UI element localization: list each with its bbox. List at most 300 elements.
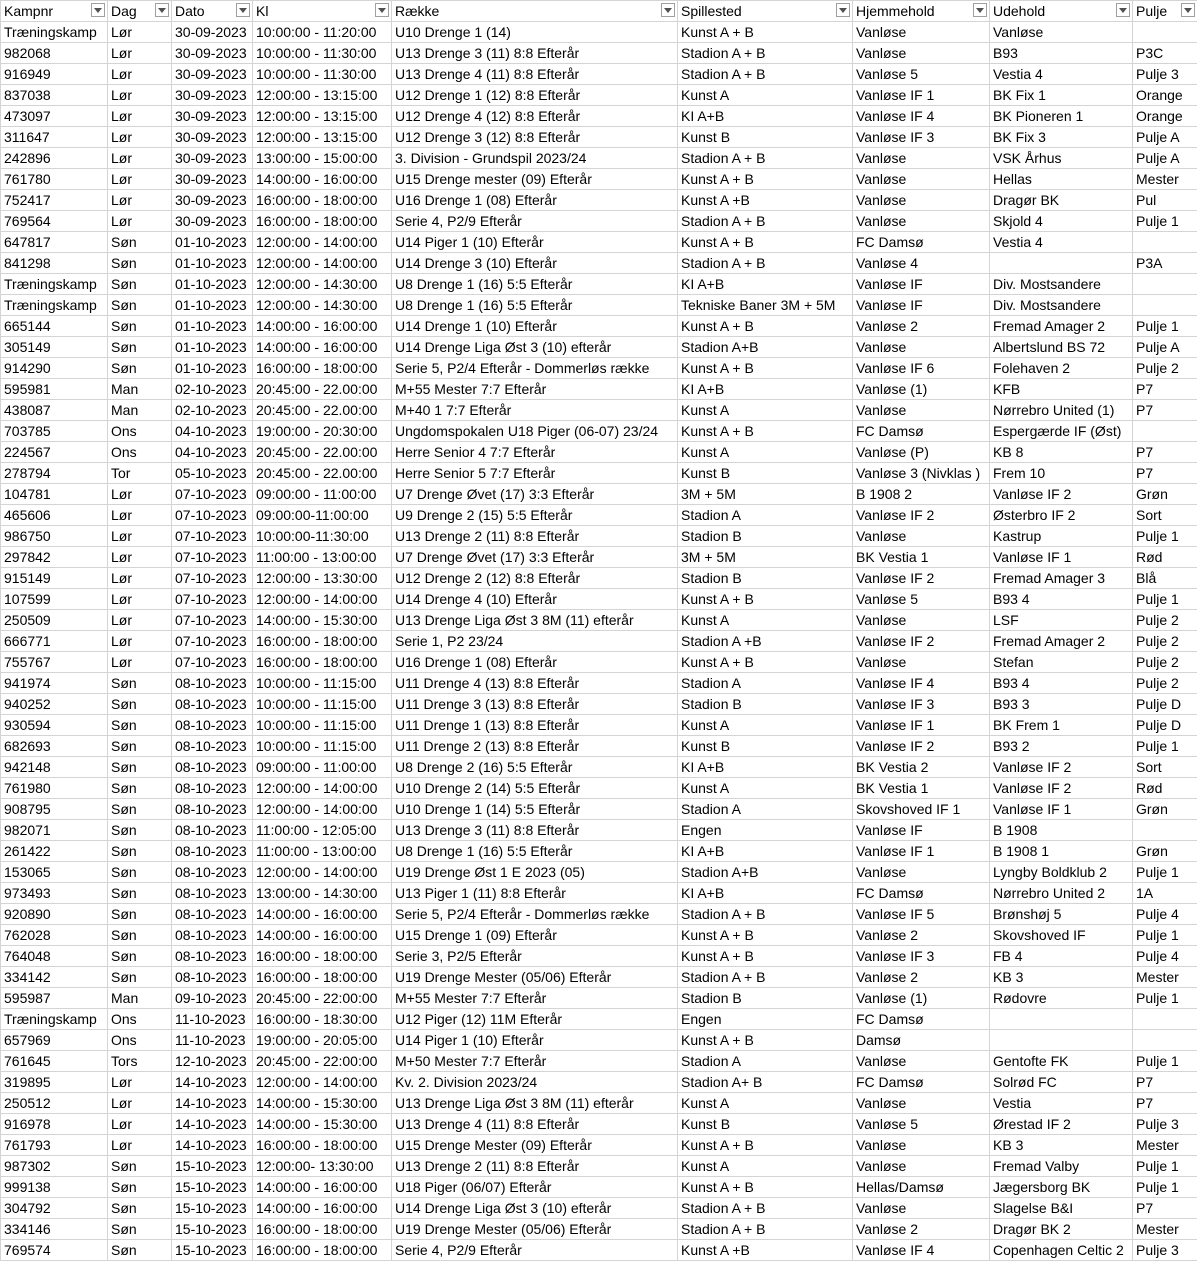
cell-spillested[interactable]: Kunst A + B [678, 589, 853, 610]
cell-spillested[interactable]: Kunst A [678, 715, 853, 736]
cell-kl[interactable]: 12:00:00- 13:30:00 [253, 1156, 392, 1177]
cell-dag[interactable]: Lør [108, 589, 172, 610]
cell-pulje[interactable]: P3A [1133, 253, 1197, 274]
cell-kl[interactable]: 20:45:00 - 22.00:00 [253, 400, 392, 421]
cell-spillested[interactable]: Kunst B [678, 127, 853, 148]
cell-udehold[interactable]: Vestia 4 [990, 232, 1133, 253]
cell-kampnr[interactable]: 682693 [1, 736, 108, 757]
cell-raekke[interactable]: U16 Drenge 1 (08) Efterår [392, 652, 678, 673]
cell-kl[interactable]: 12:00:00 - 13:15:00 [253, 127, 392, 148]
cell-dato[interactable]: 14-10-2023 [172, 1093, 253, 1114]
cell-kampnr[interactable]: 297842 [1, 547, 108, 568]
cell-dag[interactable]: Lør [108, 106, 172, 127]
cell-hjemmehold[interactable]: Vanløse IF 1 [853, 85, 990, 106]
cell-dato[interactable]: 08-10-2023 [172, 946, 253, 967]
cell-dato[interactable]: 30-09-2023 [172, 22, 253, 43]
cell-hjemmehold[interactable]: BK Vestia 2 [853, 757, 990, 778]
cell-dag[interactable]: Lør [108, 169, 172, 190]
cell-spillested[interactable]: Kunst A + B [678, 421, 853, 442]
cell-dato[interactable]: 01-10-2023 [172, 253, 253, 274]
cell-raekke[interactable]: U11 Drenge 4 (13) 8:8 Efterår [392, 673, 678, 694]
cell-pulje[interactable]: Pulje 1 [1133, 526, 1197, 547]
cell-pulje[interactable]: Pulje 2 [1133, 652, 1197, 673]
cell-udehold[interactable]: Nørrebro United 2 [990, 883, 1133, 904]
cell-pulje[interactable]: P7 [1133, 442, 1197, 463]
cell-kl[interactable]: 09:00:00-11:00:00 [253, 505, 392, 526]
cell-dato[interactable]: 30-09-2023 [172, 106, 253, 127]
cell-hjemmehold[interactable]: Vanløse [853, 526, 990, 547]
cell-kampnr[interactable]: 647817 [1, 232, 108, 253]
cell-hjemmehold[interactable]: Vanløse 5 [853, 64, 990, 85]
cell-kampnr[interactable]: 224567 [1, 442, 108, 463]
cell-kl[interactable]: 16:00:00 - 18:00:00 [253, 1240, 392, 1261]
cell-kl[interactable]: 16:00:00 - 18:00:00 [253, 631, 392, 652]
cell-kampnr[interactable]: 761980 [1, 778, 108, 799]
cell-dag[interactable]: Lør [108, 64, 172, 85]
cell-kampnr[interactable]: 769574 [1, 1240, 108, 1261]
cell-pulje[interactable]: Sort [1133, 505, 1197, 526]
cell-spillested[interactable]: Kunst A + B [678, 22, 853, 43]
cell-raekke[interactable]: U13 Drenge 3 (11) 8:8 Efterår [392, 43, 678, 64]
cell-dag[interactable]: Lør [108, 505, 172, 526]
cell-pulje[interactable]: Mester [1133, 1219, 1197, 1240]
cell-dag[interactable]: Søn [108, 694, 172, 715]
cell-dag[interactable]: Søn [108, 820, 172, 841]
cell-dato[interactable]: 02-10-2023 [172, 400, 253, 421]
cell-dato[interactable]: 15-10-2023 [172, 1240, 253, 1261]
cell-kampnr[interactable]: 987302 [1, 1156, 108, 1177]
cell-hjemmehold[interactable]: Vanløse IF 4 [853, 106, 990, 127]
cell-kampnr[interactable]: Træningskamp [1, 295, 108, 316]
cell-dato[interactable]: 04-10-2023 [172, 421, 253, 442]
cell-kl[interactable]: 10:00:00 - 11:15:00 [253, 715, 392, 736]
cell-udehold[interactable]: BK Frem 1 [990, 715, 1133, 736]
cell-raekke[interactable]: U9 Drenge 2 (15) 5:5 Efterår [392, 505, 678, 526]
cell-raekke[interactable]: U8 Drenge 1 (16) 5:5 Efterår [392, 274, 678, 295]
cell-dag[interactable]: Søn [108, 253, 172, 274]
cell-kl[interactable]: 20:45:00 - 22.00:00 [253, 379, 392, 400]
cell-dag[interactable]: Lør [108, 43, 172, 64]
cell-dag[interactable]: Søn [108, 1156, 172, 1177]
cell-dato[interactable]: 30-09-2023 [172, 64, 253, 85]
cell-udehold[interactable]: Copenhagen Celtic 2 [990, 1240, 1133, 1261]
cell-kampnr[interactable]: 920890 [1, 904, 108, 925]
cell-dag[interactable]: Søn [108, 925, 172, 946]
cell-pulje[interactable]: Pulje 4 [1133, 946, 1197, 967]
cell-kampnr[interactable]: 657969 [1, 1030, 108, 1051]
cell-raekke[interactable]: U19 Drenge Mester (05/06) Efterår [392, 967, 678, 988]
cell-hjemmehold[interactable]: Vanløse 3 (Nivklas ) [853, 463, 990, 484]
cell-udehold[interactable]: B 1908 1 [990, 841, 1133, 862]
cell-pulje[interactable] [1133, 820, 1197, 841]
cell-raekke[interactable]: U12 Drenge 4 (12) 8:8 Efterår [392, 106, 678, 127]
cell-udehold[interactable]: Ørestad IF 2 [990, 1114, 1133, 1135]
cell-dag[interactable]: Lør [108, 148, 172, 169]
cell-kl[interactable]: 16:00:00 - 18:30:00 [253, 1009, 392, 1030]
cell-spillested[interactable]: Kunst B [678, 463, 853, 484]
cell-spillested[interactable]: Stadion B [678, 568, 853, 589]
cell-pulje[interactable] [1133, 274, 1197, 295]
cell-spillested[interactable]: Stadion A + B [678, 1219, 853, 1240]
cell-dato[interactable]: 08-10-2023 [172, 862, 253, 883]
cell-udehold[interactable]: BK Pioneren 1 [990, 106, 1133, 127]
cell-raekke[interactable]: U13 Drenge 2 (11) 8:8 Efterår [392, 1156, 678, 1177]
cell-pulje[interactable]: Pulje D [1133, 715, 1197, 736]
cell-spillested[interactable]: Kunst A [678, 1093, 853, 1114]
cell-spillested[interactable]: Kunst A [678, 85, 853, 106]
cell-raekke[interactable]: U19 Drenge Mester (05/06) Efterår [392, 1219, 678, 1240]
cell-kampnr[interactable]: 986750 [1, 526, 108, 547]
cell-kl[interactable]: 12:00:00 - 14:30:00 [253, 274, 392, 295]
cell-dato[interactable]: 12-10-2023 [172, 1051, 253, 1072]
cell-spillested[interactable]: Kunst A + B [678, 358, 853, 379]
cell-udehold[interactable]: B93 2 [990, 736, 1133, 757]
cell-dato[interactable]: 02-10-2023 [172, 379, 253, 400]
cell-raekke[interactable]: Ungdomspokalen U18 Piger (06-07) 23/24 [392, 421, 678, 442]
cell-dato[interactable]: 07-10-2023 [172, 631, 253, 652]
cell-pulje[interactable]: Pulje A [1133, 337, 1197, 358]
cell-pulje[interactable]: Pulje 1 [1133, 1156, 1197, 1177]
cell-kampnr[interactable]: 666771 [1, 631, 108, 652]
cell-hjemmehold[interactable]: B 1908 2 [853, 484, 990, 505]
cell-pulje[interactable]: Grøn [1133, 799, 1197, 820]
cell-spillested[interactable]: Kunst A +B [678, 1240, 853, 1261]
cell-dag[interactable]: Lør [108, 1114, 172, 1135]
cell-kampnr[interactable]: 915149 [1, 568, 108, 589]
cell-kampnr[interactable]: 761780 [1, 169, 108, 190]
cell-spillested[interactable]: Kunst A + B [678, 1135, 853, 1156]
cell-spillested[interactable]: Kunst A + B [678, 652, 853, 673]
cell-hjemmehold[interactable]: Vanløse IF [853, 274, 990, 295]
cell-dag[interactable]: Søn [108, 1198, 172, 1219]
cell-hjemmehold[interactable]: Vanløse [853, 610, 990, 631]
cell-dag[interactable]: Lør [108, 211, 172, 232]
cell-hjemmehold[interactable]: Vanløse IF 6 [853, 358, 990, 379]
cell-spillested[interactable]: Kunst A [678, 442, 853, 463]
cell-raekke[interactable]: U12 Drenge 3 (12) 8:8 Efterår [392, 127, 678, 148]
cell-pulje[interactable] [1133, 232, 1197, 253]
cell-spillested[interactable]: Kunst A [678, 1156, 853, 1177]
cell-hjemmehold[interactable]: Vanløse IF 4 [853, 673, 990, 694]
cell-dag[interactable]: Søn [108, 337, 172, 358]
cell-kampnr[interactable]: 311647 [1, 127, 108, 148]
filter-dropdown-button[interactable] [155, 3, 169, 17]
cell-udehold[interactable]: BK Fix 3 [990, 127, 1133, 148]
cell-dato[interactable]: 30-09-2023 [172, 148, 253, 169]
cell-kl[interactable]: 16:00:00 - 18:00:00 [253, 652, 392, 673]
cell-kampnr[interactable]: 982068 [1, 43, 108, 64]
cell-kl[interactable]: 19:00:00 - 20:30:00 [253, 421, 392, 442]
cell-pulje[interactable]: P7 [1133, 400, 1197, 421]
cell-dato[interactable]: 15-10-2023 [172, 1219, 253, 1240]
cell-dato[interactable]: 30-09-2023 [172, 169, 253, 190]
cell-dag[interactable]: Søn [108, 295, 172, 316]
cell-raekke[interactable]: U10 Drenge 1 (14) 5:5 Efterår [392, 799, 678, 820]
cell-dato[interactable]: 07-10-2023 [172, 526, 253, 547]
cell-udehold[interactable]: Slagelse B&I [990, 1198, 1133, 1219]
cell-dag[interactable]: Lør [108, 85, 172, 106]
cell-udehold[interactable]: B93 3 [990, 694, 1133, 715]
cell-udehold[interactable]: Østerbro IF 2 [990, 505, 1133, 526]
cell-dato[interactable]: 30-09-2023 [172, 43, 253, 64]
cell-spillested[interactable]: Kunst A + B [678, 925, 853, 946]
cell-kl[interactable]: 19:00:00 - 20:05:00 [253, 1030, 392, 1051]
cell-dag[interactable]: Søn [108, 673, 172, 694]
cell-udehold[interactable]: Skovshoved IF [990, 925, 1133, 946]
cell-pulje[interactable]: Orange [1133, 106, 1197, 127]
cell-dag[interactable]: Man [108, 400, 172, 421]
cell-dag[interactable]: Søn [108, 967, 172, 988]
cell-raekke[interactable]: U11 Drenge 2 (13) 8:8 Efterår [392, 736, 678, 757]
cell-udehold[interactable]: Solrød FC [990, 1072, 1133, 1093]
cell-dato[interactable]: 07-10-2023 [172, 547, 253, 568]
cell-raekke[interactable]: U14 Piger 1 (10) Efterår [392, 1030, 678, 1051]
cell-kl[interactable]: 14:00:00 - 16:00:00 [253, 316, 392, 337]
cell-hjemmehold[interactable]: Vanløse 5 [853, 1114, 990, 1135]
cell-pulje[interactable]: Pulje 3 [1133, 64, 1197, 85]
cell-dag[interactable]: Lør [108, 1093, 172, 1114]
cell-kl[interactable]: 20:45:00 - 22.00:00 [253, 463, 392, 484]
cell-pulje[interactable]: P7 [1133, 1198, 1197, 1219]
cell-kampnr[interactable]: 250512 [1, 1093, 108, 1114]
cell-udehold[interactable]: Stefan [990, 652, 1133, 673]
cell-hjemmehold[interactable]: Vanløse [853, 1156, 990, 1177]
cell-hjemmehold[interactable]: Vanløse [853, 400, 990, 421]
cell-raekke[interactable]: U7 Drenge Øvet (17) 3:3 Efterår [392, 484, 678, 505]
cell-udehold[interactable]: Rødovre [990, 988, 1133, 1009]
cell-dag[interactable]: Tors [108, 1051, 172, 1072]
cell-kl[interactable]: 14:00:00 - 16:00:00 [253, 169, 392, 190]
cell-kl[interactable]: 10:00:00-11:30:00 [253, 526, 392, 547]
cell-raekke[interactable]: M+50 Mester 7:7 Efterår [392, 1051, 678, 1072]
cell-dato[interactable]: 15-10-2023 [172, 1177, 253, 1198]
cell-kampnr[interactable]: Træningskamp [1, 1009, 108, 1030]
cell-spillested[interactable]: Stadion A + B [678, 1198, 853, 1219]
cell-spillested[interactable]: Stadion A + B [678, 904, 853, 925]
cell-dato[interactable]: 08-10-2023 [172, 757, 253, 778]
cell-kampnr[interactable]: 153065 [1, 862, 108, 883]
cell-dato[interactable]: 08-10-2023 [172, 841, 253, 862]
cell-hjemmehold[interactable]: Vanløse [853, 652, 990, 673]
cell-kampnr[interactable]: 761793 [1, 1135, 108, 1156]
cell-dag[interactable]: Lør [108, 1135, 172, 1156]
cell-dato[interactable]: 08-10-2023 [172, 673, 253, 694]
cell-raekke[interactable]: U19 Drenge Øst 1 E 2023 (05) [392, 862, 678, 883]
cell-hjemmehold[interactable]: Vanløse (P) [853, 442, 990, 463]
cell-spillested[interactable]: Stadion A + B [678, 64, 853, 85]
cell-hjemmehold[interactable]: Vanløse [853, 1051, 990, 1072]
cell-kampnr[interactable]: 999138 [1, 1177, 108, 1198]
cell-pulje[interactable]: Pulje 3 [1133, 1114, 1197, 1135]
cell-hjemmehold[interactable]: Vanløse [853, 862, 990, 883]
cell-kampnr[interactable]: 942148 [1, 757, 108, 778]
cell-udehold[interactable]: FB 4 [990, 946, 1133, 967]
cell-dato[interactable]: 30-09-2023 [172, 127, 253, 148]
cell-udehold[interactable]: KFB [990, 379, 1133, 400]
filter-dropdown-button[interactable] [1116, 3, 1130, 17]
cell-raekke[interactable]: U14 Drenge Liga Øst 3 (10) efterår [392, 337, 678, 358]
cell-hjemmehold[interactable]: Vanløse [853, 1135, 990, 1156]
cell-udehold[interactable]: Fremad Amager 3 [990, 568, 1133, 589]
cell-kl[interactable]: 16:00:00 - 18:00:00 [253, 967, 392, 988]
cell-hjemmehold[interactable]: Vanløse [853, 211, 990, 232]
cell-raekke[interactable]: U14 Drenge 4 (10) Efterår [392, 589, 678, 610]
filter-dropdown-button[interactable] [236, 3, 250, 17]
cell-pulje[interactable]: Rød [1133, 778, 1197, 799]
cell-kl[interactable]: 20:45:00 - 22:00:00 [253, 1051, 392, 1072]
cell-dag[interactable]: Lør [108, 484, 172, 505]
cell-spillested[interactable]: KI A+B [678, 883, 853, 904]
cell-udehold[interactable]: VSK Århus [990, 148, 1133, 169]
cell-hjemmehold[interactable]: Vanløse [853, 1198, 990, 1219]
cell-hjemmehold[interactable]: Vanløse [853, 1093, 990, 1114]
cell-kampnr[interactable]: 916949 [1, 64, 108, 85]
cell-kampnr[interactable]: Træningskamp [1, 22, 108, 43]
cell-dato[interactable]: 01-10-2023 [172, 316, 253, 337]
cell-spillested[interactable]: 3M + 5M [678, 484, 853, 505]
cell-spillested[interactable]: Stadion B [678, 526, 853, 547]
cell-hjemmehold[interactable]: Vanløse IF 4 [853, 1240, 990, 1261]
cell-raekke[interactable]: U8 Drenge 2 (16) 5:5 Efterår [392, 757, 678, 778]
cell-raekke[interactable]: U13 Drenge 4 (11) 8:8 Efterår [392, 1114, 678, 1135]
cell-pulje[interactable]: Pulje 4 [1133, 904, 1197, 925]
cell-dag[interactable]: Søn [108, 841, 172, 862]
cell-kl[interactable]: 10:00:00 - 11:15:00 [253, 673, 392, 694]
cell-spillested[interactable]: Stadion B [678, 988, 853, 1009]
cell-raekke[interactable]: U8 Drenge 1 (16) 5:5 Efterår [392, 841, 678, 862]
cell-udehold[interactable]: Fremad Valby [990, 1156, 1133, 1177]
cell-dag[interactable]: Søn [108, 358, 172, 379]
cell-pulje[interactable]: Pul [1133, 190, 1197, 211]
cell-raekke[interactable]: Serie 5, P2/4 Efterår - Dommerløs række [392, 358, 678, 379]
cell-dato[interactable]: 11-10-2023 [172, 1030, 253, 1051]
cell-kl[interactable]: 13:00:00 - 14:30:00 [253, 883, 392, 904]
cell-kl[interactable]: 11:00:00 - 12:05:00 [253, 820, 392, 841]
cell-dag[interactable]: Lør [108, 22, 172, 43]
cell-dag[interactable]: Søn [108, 232, 172, 253]
cell-dato[interactable]: 01-10-2023 [172, 232, 253, 253]
cell-kampnr[interactable]: 973493 [1, 883, 108, 904]
cell-pulje[interactable]: 1A [1133, 883, 1197, 904]
cell-raekke[interactable]: U8 Drenge 1 (16) 5:5 Efterår [392, 295, 678, 316]
cell-raekke[interactable]: M+55 Mester 7:7 Efterår [392, 379, 678, 400]
cell-pulje[interactable]: Pulje 1 [1133, 211, 1197, 232]
cell-spillested[interactable]: Stadion A +B [678, 631, 853, 652]
cell-kl[interactable]: 12:00:00 - 14:00:00 [253, 253, 392, 274]
cell-raekke[interactable]: U10 Drenge 1 (14) [392, 22, 678, 43]
cell-kl[interactable]: 10:00:00 - 11:30:00 [253, 43, 392, 64]
cell-hjemmehold[interactable]: FC Damsø [853, 1072, 990, 1093]
cell-pulje[interactable]: Mester [1133, 967, 1197, 988]
cell-hjemmehold[interactable]: FC Damsø [853, 421, 990, 442]
cell-hjemmehold[interactable]: BK Vestia 1 [853, 778, 990, 799]
cell-udehold[interactable]: B93 4 [990, 673, 1133, 694]
cell-udehold[interactable]: Nørrebro United (1) [990, 400, 1133, 421]
cell-raekke[interactable]: U13 Drenge 3 (11) 8:8 Efterår [392, 820, 678, 841]
cell-dato[interactable]: 01-10-2023 [172, 295, 253, 316]
cell-pulje[interactable]: Grøn [1133, 484, 1197, 505]
cell-dato[interactable]: 14-10-2023 [172, 1072, 253, 1093]
cell-kampnr[interactable]: 242896 [1, 148, 108, 169]
cell-udehold[interactable]: LSF [990, 610, 1133, 631]
cell-dato[interactable]: 05-10-2023 [172, 463, 253, 484]
cell-dag[interactable]: Søn [108, 946, 172, 967]
cell-kl[interactable]: 14:00:00 - 15:30:00 [253, 1114, 392, 1135]
cell-dag[interactable]: Søn [108, 316, 172, 337]
cell-hjemmehold[interactable]: Vanløse IF [853, 295, 990, 316]
cell-dato[interactable]: 07-10-2023 [172, 610, 253, 631]
cell-dato[interactable]: 11-10-2023 [172, 1009, 253, 1030]
cell-raekke[interactable]: U13 Drenge 4 (11) 8:8 Efterår [392, 64, 678, 85]
cell-dato[interactable]: 01-10-2023 [172, 358, 253, 379]
cell-kampnr[interactable]: 319895 [1, 1072, 108, 1093]
cell-pulje[interactable]: Pulje 1 [1133, 589, 1197, 610]
cell-hjemmehold[interactable]: Vanløse IF 2 [853, 736, 990, 757]
cell-kl[interactable]: 20:45:00 - 22.00:00 [253, 442, 392, 463]
cell-spillested[interactable]: KI A+B [678, 757, 853, 778]
cell-kampnr[interactable]: 278794 [1, 463, 108, 484]
cell-spillested[interactable]: Stadion A + B [678, 211, 853, 232]
cell-raekke[interactable]: U13 Drenge Liga Øst 3 8M (11) efterår [392, 1093, 678, 1114]
cell-dag[interactable]: Lør [108, 547, 172, 568]
cell-kampnr[interactable]: 837038 [1, 85, 108, 106]
cell-dato[interactable]: 08-10-2023 [172, 778, 253, 799]
cell-udehold[interactable]: KB 3 [990, 967, 1133, 988]
cell-udehold[interactable]: Vestia [990, 1093, 1133, 1114]
cell-udehold[interactable] [990, 1009, 1133, 1030]
cell-pulje[interactable]: Pulje 1 [1133, 316, 1197, 337]
cell-dato[interactable]: 07-10-2023 [172, 484, 253, 505]
cell-dag[interactable]: Tor [108, 463, 172, 484]
cell-dato[interactable]: 01-10-2023 [172, 337, 253, 358]
cell-raekke[interactable]: U15 Drenge mester (09) Efterår [392, 169, 678, 190]
cell-udehold[interactable]: Jægersborg BK [990, 1177, 1133, 1198]
cell-kl[interactable]: 11:00:00 - 13:00:00 [253, 547, 392, 568]
cell-udehold[interactable]: Albertslund BS 72 [990, 337, 1133, 358]
cell-spillested[interactable]: Tekniske Baner 3M + 5M [678, 295, 853, 316]
cell-kampnr[interactable]: 982071 [1, 820, 108, 841]
cell-spillested[interactable]: Stadion A [678, 799, 853, 820]
cell-kl[interactable]: 14:00:00 - 16:00:00 [253, 904, 392, 925]
cell-udehold[interactable] [990, 1030, 1133, 1051]
cell-kampnr[interactable]: 764048 [1, 946, 108, 967]
cell-spillested[interactable]: Kunst A + B [678, 1177, 853, 1198]
cell-pulje[interactable]: Pulje 2 [1133, 673, 1197, 694]
cell-dato[interactable]: 07-10-2023 [172, 505, 253, 526]
cell-udehold[interactable]: Espergærde IF (Øst) [990, 421, 1133, 442]
cell-spillested[interactable]: Kunst A [678, 400, 853, 421]
cell-kl[interactable]: 16:00:00 - 18:00:00 [253, 211, 392, 232]
cell-udehold[interactable]: KB 3 [990, 1135, 1133, 1156]
cell-kl[interactable]: 09:00:00 - 11:00:00 [253, 484, 392, 505]
cell-kl[interactable]: 12:00:00 - 13:15:00 [253, 106, 392, 127]
cell-udehold[interactable]: Folehaven 2 [990, 358, 1133, 379]
cell-kampnr[interactable]: 930594 [1, 715, 108, 736]
cell-dato[interactable]: 08-10-2023 [172, 967, 253, 988]
cell-pulje[interactable] [1133, 1009, 1197, 1030]
cell-spillested[interactable]: Engen [678, 820, 853, 841]
cell-pulje[interactable]: P7 [1133, 379, 1197, 400]
cell-dato[interactable]: 08-10-2023 [172, 694, 253, 715]
cell-udehold[interactable]: Vanløse IF 2 [990, 484, 1133, 505]
cell-kampnr[interactable]: 752417 [1, 190, 108, 211]
cell-dato[interactable]: 15-10-2023 [172, 1156, 253, 1177]
cell-spillested[interactable]: Kunst B [678, 1114, 853, 1135]
cell-dag[interactable]: Ons [108, 442, 172, 463]
cell-udehold[interactable]: Skjold 4 [990, 211, 1133, 232]
cell-pulje[interactable]: Pulje 1 [1133, 736, 1197, 757]
cell-udehold[interactable] [990, 253, 1133, 274]
